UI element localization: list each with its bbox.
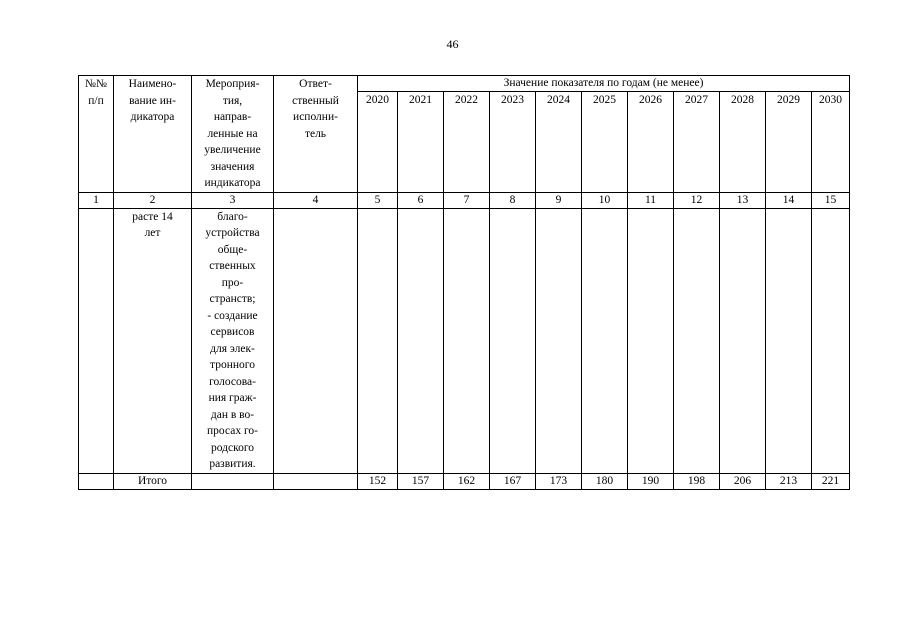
total-value: 152 <box>358 473 398 489</box>
header-year: 2028 <box>720 92 766 192</box>
column-number: 14 <box>766 192 812 208</box>
header-year: 2021 <box>398 92 444 192</box>
total-measures-cell <box>192 473 274 489</box>
value-cell <box>628 208 674 473</box>
column-number: 10 <box>582 192 628 208</box>
header-year: 2025 <box>582 92 628 192</box>
total-value: 206 <box>720 473 766 489</box>
total-value: 180 <box>582 473 628 489</box>
value-cell <box>490 208 536 473</box>
total-label: Итого <box>114 473 192 489</box>
indicator-table <box>78 75 850 490</box>
column-number: 13 <box>720 192 766 208</box>
header-year: 2029 <box>766 92 812 192</box>
total-value: 213 <box>766 473 812 489</box>
total-value: 173 <box>536 473 582 489</box>
header-measures: Мероприя- тия, направ- ленные на увеличение значения индикатора <box>192 76 274 193</box>
header-years-group: Значение показателя по годам (не менее) <box>358 76 850 92</box>
total-value: 198 <box>674 473 720 489</box>
column-number: 6 <box>398 192 444 208</box>
column-number: 12 <box>674 192 720 208</box>
indicator-name-cell: расте 14 лет <box>114 208 192 473</box>
total-row <box>79 473 850 489</box>
value-cell <box>358 208 398 473</box>
column-number: 5 <box>358 192 398 208</box>
value-cell <box>812 208 850 473</box>
value-cell <box>536 208 582 473</box>
column-number: 1 <box>79 192 114 208</box>
header-year: 2020 <box>358 92 398 192</box>
header-row-1 <box>79 76 850 92</box>
header-year: 2027 <box>674 92 720 192</box>
total-executor-cell <box>274 473 358 489</box>
value-cell <box>766 208 812 473</box>
column-numbers-row <box>79 192 850 208</box>
measures-cell: благо- устройства обще- ственных про- странств; - создание сервисов для элек- тронного голосова- ния граж- дан в во- просах го- родского развития. <box>192 208 274 473</box>
column-number: 2 <box>114 192 192 208</box>
header-year: 2030 <box>812 92 850 192</box>
total-value: 190 <box>628 473 674 489</box>
header-year: 2023 <box>490 92 536 192</box>
column-number: 9 <box>536 192 582 208</box>
page-number: 46 <box>446 37 459 51</box>
header-executor: Ответ- ственный исполни- тель <box>274 76 358 193</box>
total-value: 157 <box>398 473 444 489</box>
column-number: 15 <box>812 192 850 208</box>
header-year: 2022 <box>444 92 490 192</box>
column-number: 7 <box>444 192 490 208</box>
column-number: 4 <box>274 192 358 208</box>
table-row <box>79 208 850 473</box>
total-value: 162 <box>444 473 490 489</box>
value-cell <box>582 208 628 473</box>
total-number-cell <box>79 473 114 489</box>
value-cell <box>674 208 720 473</box>
value-cell <box>398 208 444 473</box>
total-value: 167 <box>490 473 536 489</box>
executor-cell <box>274 208 358 473</box>
header-year: 2024 <box>536 92 582 192</box>
total-value: 221 <box>812 473 850 489</box>
column-number: 3 <box>192 192 274 208</box>
value-cell <box>444 208 490 473</box>
column-number: 8 <box>490 192 536 208</box>
header-number: №№ п/п <box>79 76 114 193</box>
header-year: 2026 <box>628 92 674 192</box>
column-number: 11 <box>628 192 674 208</box>
header-indicator-name: Наимено- вание ин- дикатора <box>114 76 192 193</box>
value-cell <box>720 208 766 473</box>
row-number-cell <box>79 208 114 473</box>
